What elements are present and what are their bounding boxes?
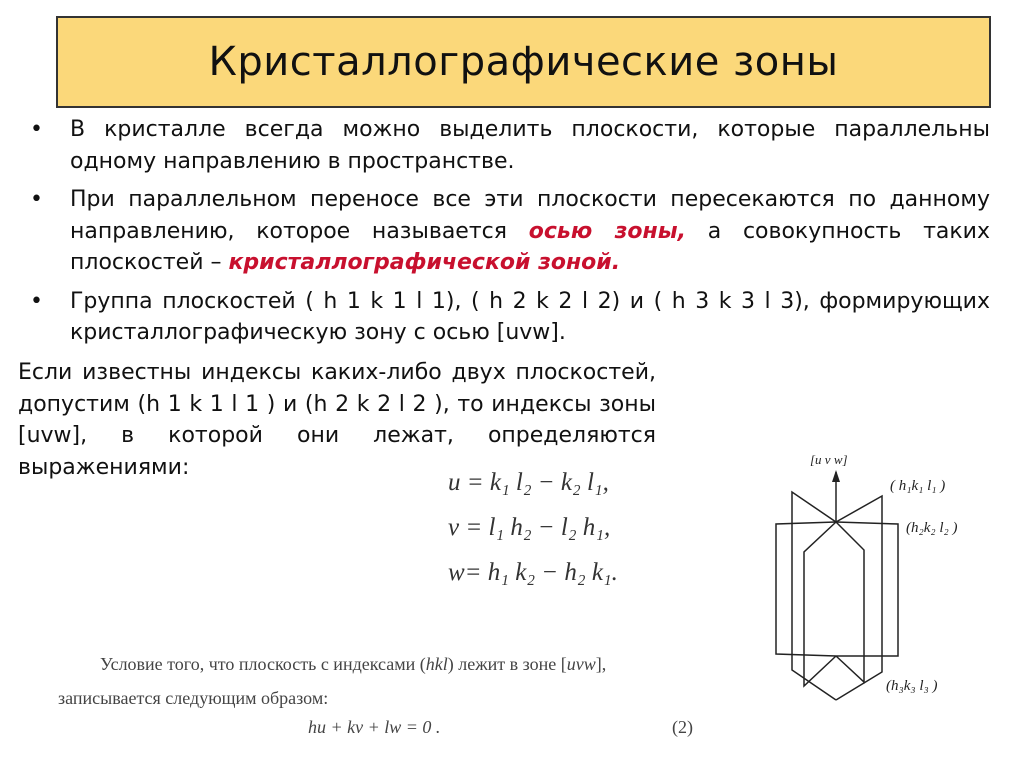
- condition-text: [58, 647, 728, 715]
- equation-text: hu + kv + lw = 0 .: [308, 717, 441, 737]
- condition-uvw: uvw: [566, 654, 596, 674]
- axis-label: [u v w]: [810, 452, 848, 467]
- plane-1-right: [836, 496, 882, 700]
- title-banner: [56, 16, 991, 108]
- term-crystallographic-zone: кристаллографической зоной.: [228, 250, 621, 275]
- bullet-text-3: Группа плоскостей ( h 1 k 1 l 1), ( h 2 k 2 l 2) и ( h 3 k 3 l 3), формирующих кристаллографическую зону с осью [uvw].: [70, 288, 990, 345]
- formula-block: [448, 460, 668, 595]
- zone-diagram: [764, 446, 1014, 706]
- indices-paragraph: Если известны индексы каких-либо двух плоскостей, допустим (h 1 k 1 l 1 ) и (h 2 k 2 l 2 ), то индексы зоны [uvw], в которой они лежат, определяются выражениями:: [18, 360, 656, 480]
- condition-line-2: записывается следующим образом:: [58, 688, 329, 708]
- term-zone-axis: осью зоны,: [528, 218, 686, 244]
- bullet-item-2: [30, 184, 990, 279]
- formula-v: v = l₁ h₂ − l₂ h₁,: [448, 514, 611, 541]
- plane-2-left: [776, 522, 836, 656]
- plane-label-1: ( h₁k₁ l₁ ): [890, 478, 946, 494]
- bullet-item-3: [30, 286, 990, 349]
- bullet-item-1: [30, 114, 990, 177]
- bullet-text-2a: При параллельном переносе все эти плоскости пересекаются по данному направлению, которое называется: [70, 187, 990, 244]
- bullet-text-2b: а совокупность таких плоскостей –: [70, 218, 990, 275]
- condition-line-1: [58, 647, 728, 681]
- plane-3-right: [836, 522, 864, 682]
- bullet-dot-icon: •: [30, 187, 43, 212]
- zone-equation: [308, 717, 728, 738]
- bullet-dot-icon: •: [30, 288, 43, 314]
- equation-number: (2): [672, 717, 693, 737]
- axis-arrow-icon: [832, 470, 840, 482]
- condition-part: Условие того, что плоскость с индексами (: [100, 654, 426, 674]
- formula-w: w= h₁ k₂ − h₂ k₁.: [448, 559, 618, 586]
- condition-part: ) лежит в зоне [: [447, 654, 567, 674]
- bullet-list: [30, 114, 990, 356]
- condition-part: ],: [595, 654, 607, 674]
- plane-2-right: [836, 522, 898, 656]
- page-title: Кристаллографические зоны: [208, 39, 839, 85]
- formula-u: u = k₁ l₂ − k₂ l₁,: [448, 469, 609, 496]
- plane-label-2: (h₂k₂ l₂ ): [906, 520, 958, 536]
- plane-label-3: (h₃k₃ l₃ ): [886, 678, 938, 694]
- bullet-dot-icon: •: [30, 117, 43, 142]
- plane-3-left: [804, 522, 836, 686]
- bullet-text-1: В кристалле всегда можно выделить плоскости, которые параллельны одному направлению в пространстве.: [70, 117, 990, 174]
- condition-hkl: hkl: [425, 654, 448, 674]
- zone-planes: [776, 492, 898, 700]
